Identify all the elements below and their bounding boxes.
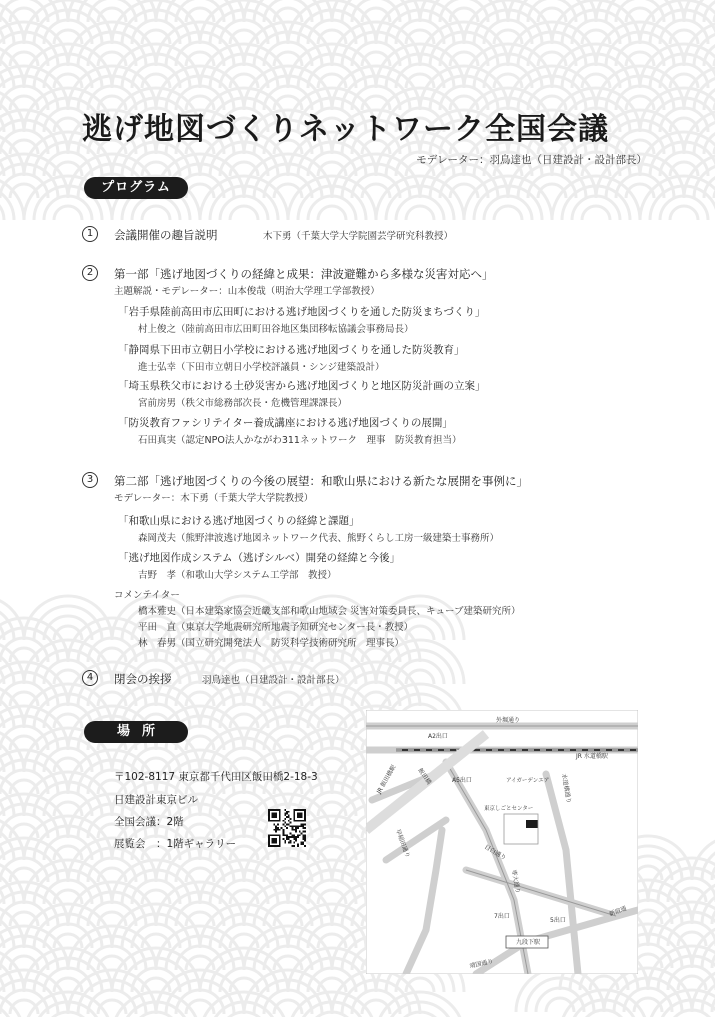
item-1-speaker: 木下勇（千葉大学大学院園芸学研究科教授） — [263, 231, 454, 242]
talk-title: 「逃げ地図作成システム（逃げシルベ）開発の経緯と今後」 — [118, 552, 401, 564]
talk-title: 「和歌山県における逃げ地図づくりの経緯と課題」 — [118, 515, 360, 527]
talk-speaker: 宮前房男（秩父市総務部次長・危機管理課課長） — [138, 398, 348, 409]
map-label: 7出口 — [494, 913, 510, 920]
talk-title: 「防災教育ファシリテイター養成講座における逃げ地図づくりの展開」 — [118, 417, 453, 429]
item-4-title: 閉会の挨拶 — [114, 672, 172, 686]
map-label: 九段下駅 — [516, 939, 541, 946]
talk-speaker: 石田真実（認定NPO法人かながわ311ネットワーク 理事 防災教育担当） — [138, 435, 462, 446]
map-label: A2出口 — [428, 733, 448, 740]
page-title: 逃げ地図づくりネットワーク全国会議 — [82, 112, 609, 147]
talk-speaker: 森岡茂夫（熊野津波逃げ地図ネットワーク代表、熊野くらし工房一級建築士事務所） — [138, 533, 500, 544]
item-1-title: 会議開催の趣旨説明 — [114, 228, 218, 242]
map-label: JR 水道橋駅 — [576, 753, 608, 760]
map-label: 目白通り — [483, 843, 508, 862]
talk-title: 「埼玉県秩父市における土砂災害から逃げ地図づくりと地区防災計画の立案」 — [118, 380, 486, 392]
program-heading: プログラム — [84, 177, 188, 199]
venue-conference: 全国会議：2階 — [114, 816, 184, 828]
map-label: 早稲田通り — [394, 828, 411, 859]
commentator-label: コメンテイター — [114, 590, 180, 601]
map-label: 水道橋通り — [560, 773, 573, 804]
item-number-4: 4 — [82, 670, 98, 686]
commentator: 平田 直（東京大学地震研究所地震予知研究センター長・教授） — [138, 622, 414, 633]
map-label: 専大通り — [510, 869, 522, 894]
item-4-speaker: 羽鳥達也（日建設計・設計部長） — [202, 675, 345, 686]
talk-speaker: 吉野 孝（和歌山大学システム工学部 教授） — [138, 570, 337, 581]
map-label: 外堀通り — [496, 717, 521, 724]
talk-speaker: 村上俊之（陸前高田市広田町田谷地区集団移転協議会事務局長） — [138, 324, 414, 335]
map-label: 5出口 — [550, 917, 566, 924]
item-3-title: 第二部「逃げ地図づくりの今後の展望：和歌山県における新たな展開を事例に」 — [114, 474, 528, 488]
venue-address: 〒102-8117 東京都千代田区飯田橋2-18-3 — [114, 771, 318, 783]
talk-title: 「静岡県下田市立朝日小学校における逃げ地図づくりを通した防災教育」 — [118, 344, 465, 356]
commentator: 橋本雅史（日本建築家協会近畿支部和歌山地域会 災害対策委員長、キューブ建築研究所） — [138, 606, 521, 617]
map-label: アイガーデンエア — [506, 778, 550, 784]
venue-building: 日建設計東京ビル — [114, 794, 198, 806]
map-label: 東京しごとセンター — [484, 806, 534, 812]
map-label: JR 飯田橋駅 — [375, 763, 398, 795]
talk-speaker: 進士弘幸（下田市立朝日小学校評議員・シンジ建築設計） — [138, 362, 385, 373]
talk-title: 「岩手県陸前高田市広田町における逃げ地図づくりを通した防災まちづくり」 — [118, 306, 486, 318]
item-3-subtitle: モデレーター：木下勇（千葉大学大学院教授） — [114, 493, 314, 504]
venue-exhibition: 展覧会 ：1階ギャラリー — [114, 838, 237, 850]
item-2-subtitle: 主題解説・モデレーター：山本俊哉（明治大学理工学部教授） — [114, 286, 380, 297]
map-label: 飯田橋 — [416, 767, 433, 786]
item-2-title: 第一部「逃げ地図づくりの経緯と成果：津波避難から多様な災害対応へ」 — [114, 267, 494, 281]
map-label: 新宿通 — [608, 905, 628, 918]
map-label: A5出口 — [452, 777, 472, 784]
access-map — [366, 710, 638, 974]
item-number-2: 2 — [82, 265, 98, 281]
qr-code — [268, 809, 306, 847]
moderator-line: モデレーター：羽鳥達也（日建設計・設計部長） — [416, 154, 647, 166]
item-number-3: 3 — [82, 472, 98, 488]
commentator: 林 春男（国立研究開発法人 防災科学技術研究所 理事長） — [138, 638, 405, 649]
venue-heading: 場所 — [84, 721, 188, 743]
map-label: 靖国通り — [468, 958, 494, 970]
item-number-1: 1 — [82, 226, 98, 242]
nikken-building-marker — [526, 820, 538, 828]
